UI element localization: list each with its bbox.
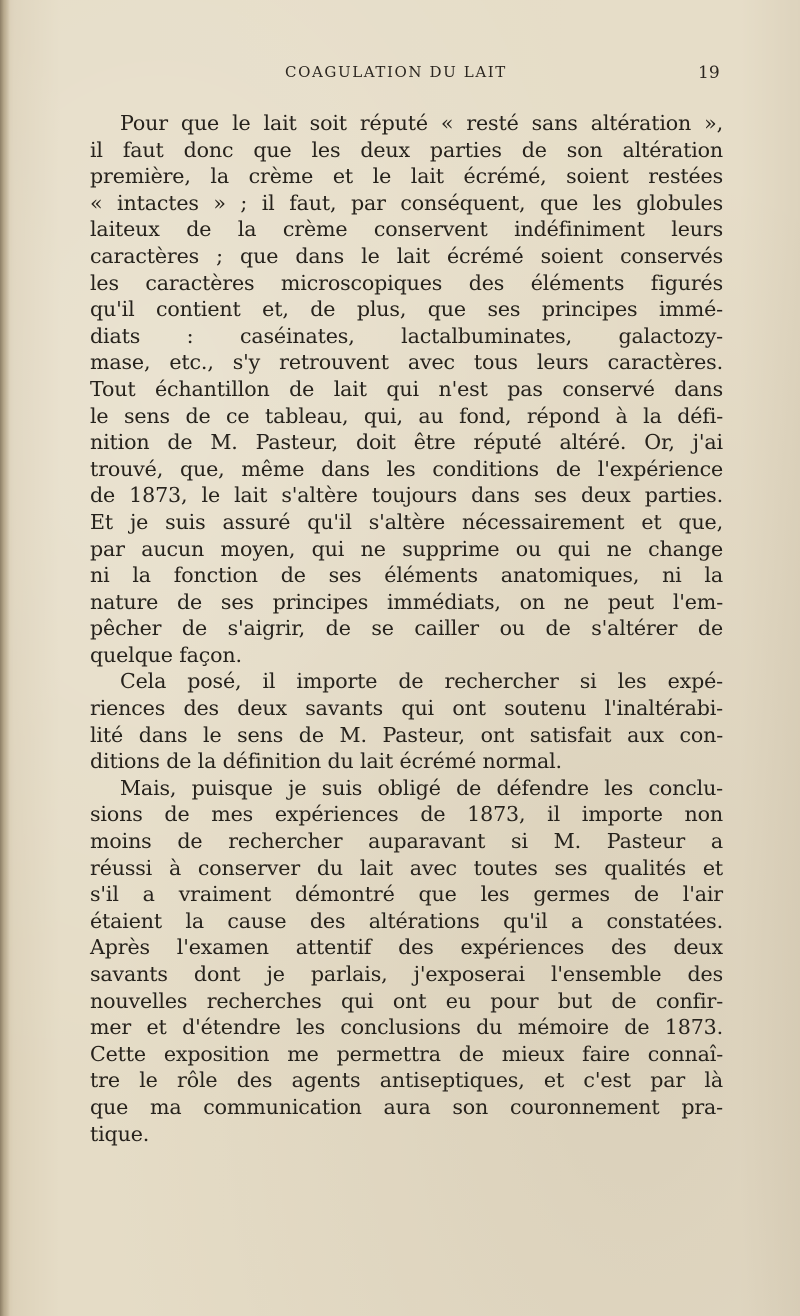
text-line: le sens de ce tableau, qui, au fond, répond à la défi- [90,403,723,428]
text-line: étaient la cause des altérations qu'il a constatées. [90,908,723,933]
text-line: quelque façon. [90,642,242,667]
text-line: savants dont je parlais, j'exposerai l'ensemble des [90,962,723,986]
text-line: Et je suis assuré qu'il s'altère nécessairement et que, [90,509,723,534]
page-number: 19 [698,63,720,83]
text-line: nouvelles recherches qui ont eu pour but de confir- [90,988,723,1013]
text-line: Tout échantillon de lait qui n'est pas conservé dans [90,376,723,401]
text-line: diats : caséinates, lactalbuminates, galactozy- [90,323,723,348]
text-line: moins de rechercher auparavant si M. Pasteur a [90,829,723,854]
page-spine-shadow [0,0,10,1316]
text-line: pêcher de s'aigrir, de se cailler ou de s'altérer de [90,616,723,641]
text-line: mase, etc., s'y retrouvent avec tous leurs caractères. [90,350,723,375]
running-header [0,63,800,87]
text-line: trouvé, que, même dans les conditions de l'expérience [90,456,723,481]
text-line: les caractères microscopiques des éléments figurés [90,270,723,295]
text-line: il faut donc que les deux parties de son altération [90,137,723,162]
text-line: caractères ; que dans le lait écrémé soient conservés [90,243,723,268]
text-line: Après l'examen attentif des expériences des deux [90,935,723,960]
text-line: ditions de la définition du lait écrémé normal. [90,749,562,774]
text-line: par aucun moyen, qui ne supprime ou qui ne change [90,536,723,561]
text-line: réussi à conserver du lait avec toutes ses qualités et [90,855,723,880]
text-line: « intactes » ; il faut, par conséquent, que les globules [90,190,723,215]
text-line: que ma communication aura son couronnement pra- [90,1094,723,1119]
text-line: nition de M. Pasteur, doit être réputé altéré. Or, j'ai [90,430,723,455]
text-line: Pour que le lait soit réputé « resté sans altération », [120,111,723,135]
text-line: Cette exposition me permettra de mieux faire connaî- [90,1041,723,1066]
text-line: Cela posé, il importe de rechercher si les expé- [120,669,723,694]
text-line: tique. [90,1121,150,1146]
text-line: ni la fonction de ses éléments anatomiques, ni la [90,563,723,588]
text-line: tre le rôle des agents antiseptiques, et c'est par là [90,1068,723,1093]
running-title: COAGULATION DU LAIT [285,63,507,81]
text-line: sions de mes expériences de 1873, il importe non [90,802,723,827]
text-line: de 1873, le lait s'altère toujours dans ses deux parties. [90,483,723,508]
text-line: première, la crème et le lait écrémé, soient restées [90,164,723,189]
text-line: qu'il contient et, de plus, que ses principes immé- [90,297,723,322]
text-line: riences des deux savants qui ont soutenu l'inaltérabi- [90,696,723,721]
text-line: mer et d'étendre les conclusions du mémoire de 1873. [90,1015,723,1040]
text-line: laiteux de la crème conservent indéfiniment leurs [90,217,723,242]
text-line: Mais, puisque je suis obligé de défendre les conclu- [120,775,723,800]
text-line: s'il a vraiment démontré que les germes de l'air [90,882,723,907]
text-line: lité dans le sens de M. Pasteur, ont satisfait aux con- [90,722,723,747]
text-line: nature de ses principes immédiats, on ne peut l'em- [90,589,723,614]
body-text [90,110,723,1147]
